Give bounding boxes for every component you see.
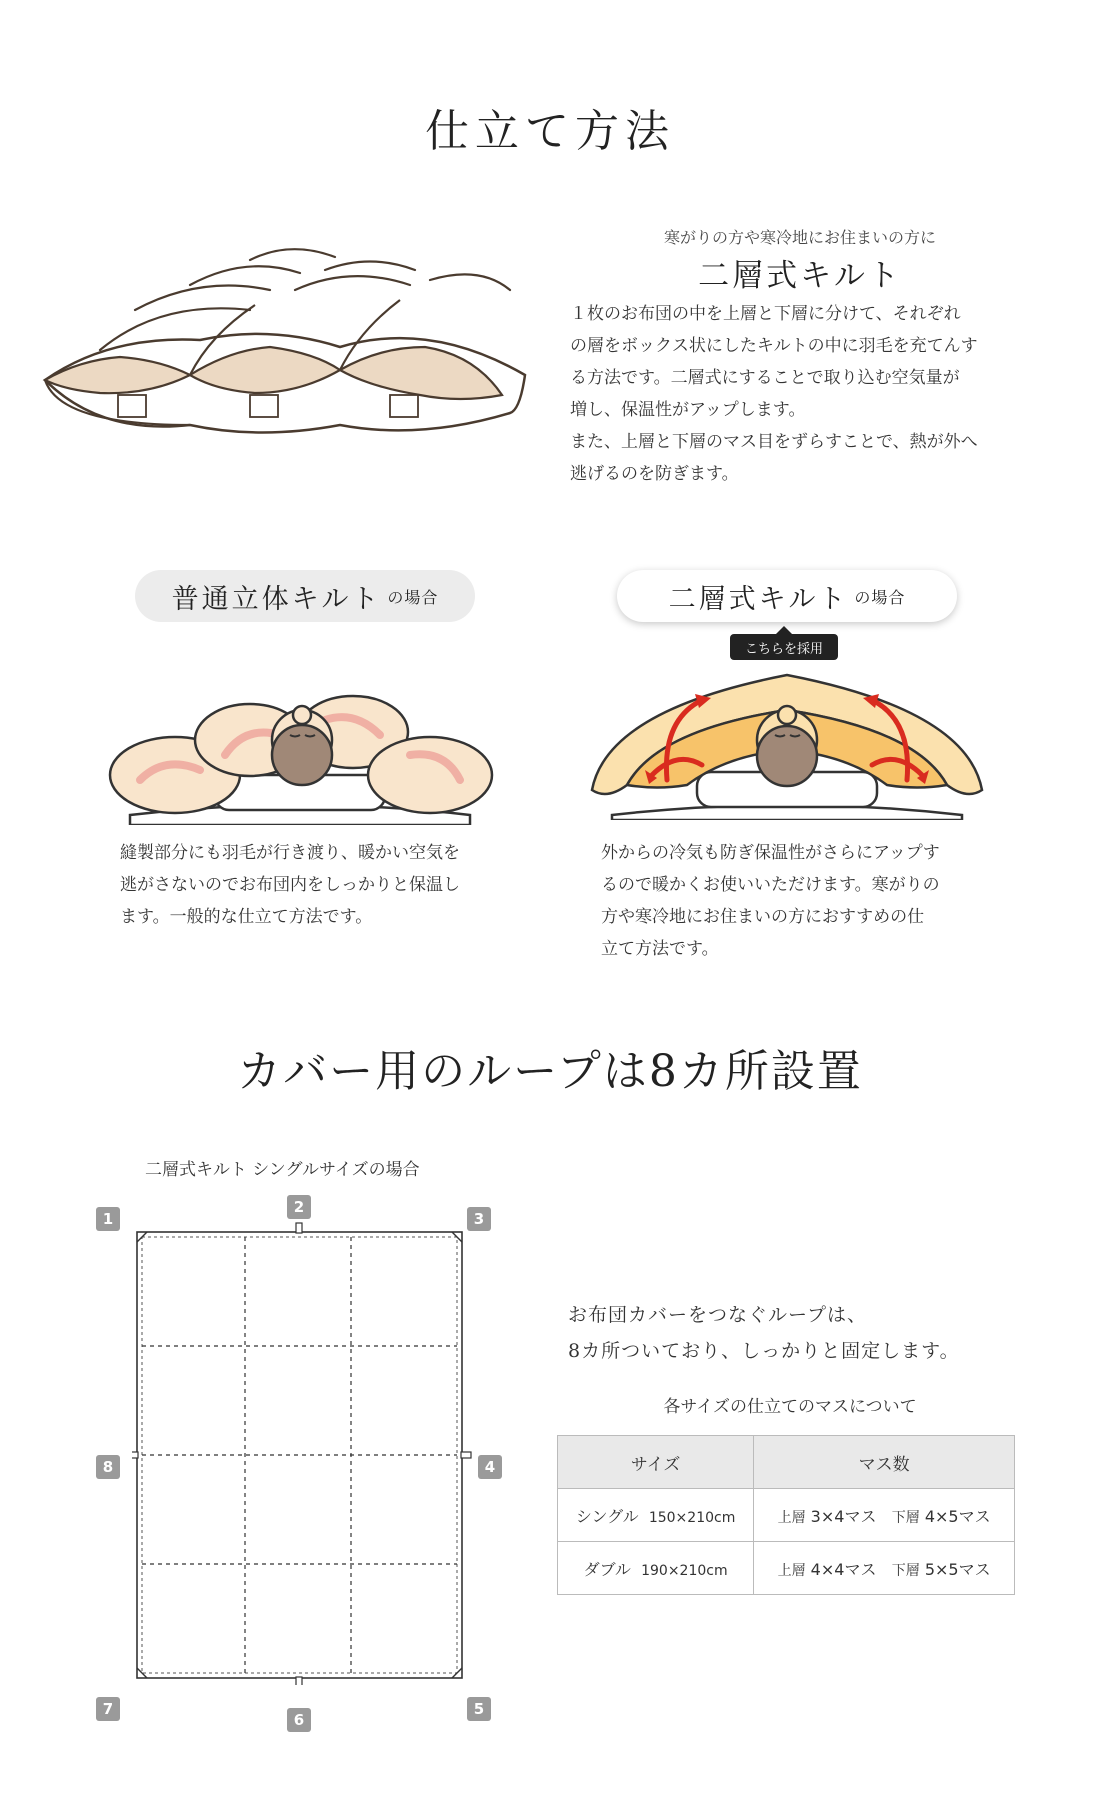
size-table-caption: 各サイズの仕立てのマスについて xyxy=(663,1397,917,1417)
upper-count: 4×4マス xyxy=(810,1559,877,1579)
method-description xyxy=(570,298,1050,490)
two-layer-quilt-description xyxy=(601,837,981,965)
two-layer-quilt-label-text: 二層式キルト xyxy=(668,583,849,615)
size-name: ダブル xyxy=(583,1559,631,1579)
lower-label: 下層 xyxy=(891,1509,920,1526)
two-layer-quilt-illustration xyxy=(40,235,540,440)
squares-cell xyxy=(754,1542,1015,1595)
standard-quilt-description xyxy=(120,837,500,933)
section-title-loops: カバー用のループは8カ所設置 xyxy=(237,1046,863,1097)
table-row xyxy=(558,1542,1015,1595)
loop-number-1: 1 xyxy=(96,1207,120,1231)
section-title-method: 仕立て方法 xyxy=(425,106,675,157)
loop-number-7: 7 xyxy=(96,1697,120,1721)
diagram-caption: 二層式キルト シングルサイズの場合 xyxy=(145,1160,420,1180)
loop-description-line: 8カ所ついており、しっかりと固定します。 xyxy=(568,1340,960,1362)
standard-quilt-illustration xyxy=(105,680,495,825)
table-header-row xyxy=(558,1436,1015,1489)
standard-quilt-label xyxy=(135,570,475,622)
two-layer-quilt-warmth-illustration xyxy=(587,670,987,820)
label-suffix: の場合 xyxy=(854,587,906,607)
table-header-size: サイズ xyxy=(558,1436,754,1489)
loop-number-4: 4 xyxy=(478,1455,502,1479)
adopted-badge: こちらを採用 xyxy=(730,634,838,660)
size-table xyxy=(557,1435,1015,1595)
lower-count: 5×5マス xyxy=(924,1559,991,1579)
description-line: 逃がさないのでお布団内をしっかりと保温し xyxy=(120,875,460,895)
loop-description xyxy=(568,1297,960,1369)
description-line: また、上層と下層のマス目をずらすことで、熱が外へ xyxy=(570,432,978,452)
loop-description-line: お布団カバーをつなぐループは、 xyxy=(568,1304,868,1326)
description-line: 立て方法です。 xyxy=(601,939,719,959)
description-line: 逃げるのを防ぎます。 xyxy=(570,464,739,484)
description-line: 外からの冷気も防ぎ保温性がさらにアップす xyxy=(601,843,940,863)
description-line: 縫製部分にも羽毛が行き渡り、暖かい空気を xyxy=(120,843,460,863)
two-layer-quilt-label xyxy=(617,570,957,622)
headline-two-layer-quilt: 二層式キルト xyxy=(698,258,902,294)
upper-label: 上層 xyxy=(777,1562,806,1579)
description-line: ます。一般的な仕立て方法です。 xyxy=(120,907,373,927)
quilt-grid-diagram xyxy=(132,1220,472,1685)
size-cell xyxy=(558,1489,754,1542)
size-cell xyxy=(558,1542,754,1595)
description-line: の層をボックス状にしたキルトの中に羽毛を充てんす xyxy=(570,336,978,356)
lower-label: 下層 xyxy=(891,1562,920,1579)
loop-number-8: 8 xyxy=(96,1455,120,1479)
loop-number-3: 3 xyxy=(467,1207,491,1231)
description-line: １枚のお布団の中を上層と下層に分けて、それぞれ xyxy=(570,304,961,324)
table-row xyxy=(558,1489,1015,1542)
loop-number-6: 6 xyxy=(287,1708,311,1732)
squares-cell xyxy=(754,1489,1015,1542)
upper-label: 上層 xyxy=(777,1509,806,1526)
upper-count: 3×4マス xyxy=(810,1506,877,1526)
size-name: シングル xyxy=(575,1506,639,1526)
standard-quilt-label-text: 普通立体キルト xyxy=(171,583,382,615)
description-line: るので暖かくお使いいただけます。寒がりの xyxy=(601,875,940,895)
size-dims: 190×210cm xyxy=(641,1562,728,1579)
lower-count: 4×5マス xyxy=(924,1506,991,1526)
size-dims: 150×210cm xyxy=(648,1509,736,1526)
table-header-squares: マス数 xyxy=(754,1436,1015,1489)
description-line: る方法です。二層式にすることで取り込む空気量が xyxy=(570,368,960,388)
description-line: 増し、保温性がアップします。 xyxy=(570,400,806,420)
loop-number-2: 2 xyxy=(287,1195,311,1219)
description-line: 方や寒冷地にお住まいの方におすすめの仕 xyxy=(601,907,925,927)
label-suffix: の場合 xyxy=(387,587,439,607)
headline-subtitle: 寒がりの方や寒冷地にお住まいの方に xyxy=(663,228,936,247)
loop-number-5: 5 xyxy=(467,1697,491,1721)
